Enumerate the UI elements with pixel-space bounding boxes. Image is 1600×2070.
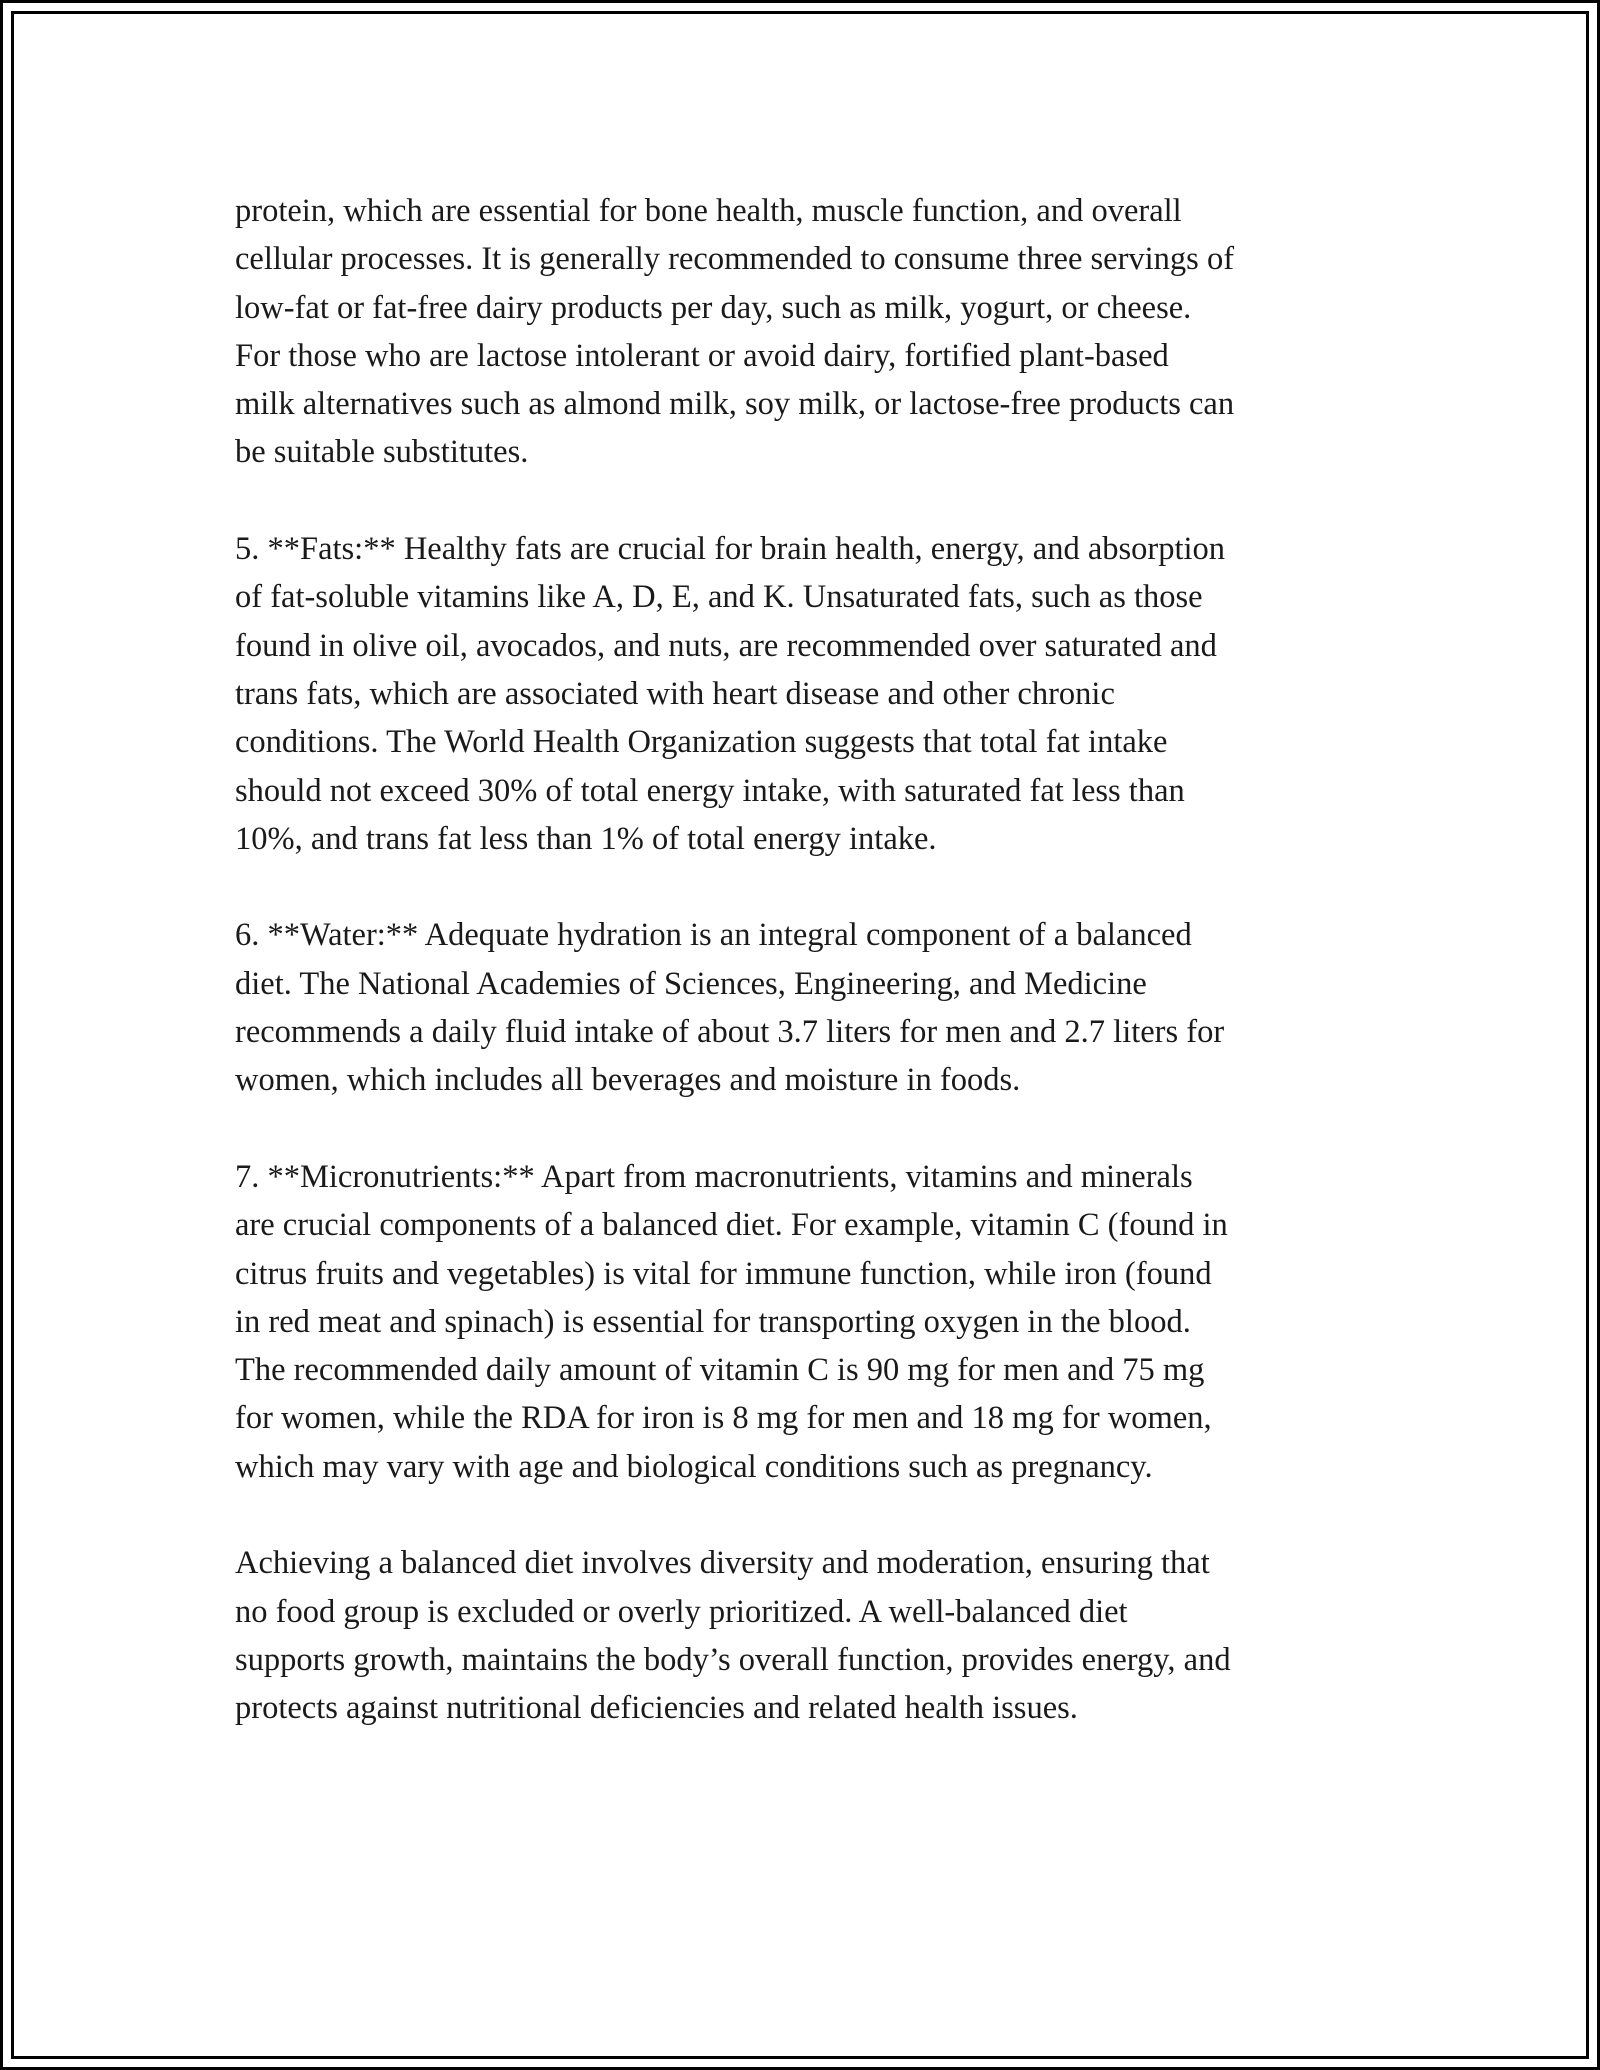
text-line: protein, which are essential for bone health, muscle function, and overall — [235, 193, 1182, 229]
paragraph-fats — [235, 525, 1385, 863]
text-line: recommends a daily fluid intake of about 3.7 liters for men and 2.7 liters for — [235, 1014, 1225, 1051]
text-line: 6. **Water:** Adequate hydration is an integral component of a balanced — [235, 917, 1192, 954]
text-line: found in olive oil, avocados, and nuts, are recommended over saturated and — [235, 627, 1217, 664]
paragraph-spacer — [235, 863, 1385, 911]
text-line: conditions. The World Health Organization suggests that total fat intake — [235, 724, 1168, 761]
text-line: should not exceed 30% of total energy intake, with saturated fat less than — [235, 772, 1185, 809]
text-line: are crucial components of a balanced diet. For example, vitamin C (found in — [235, 1207, 1228, 1244]
text-line: Achieving a balanced diet involves diversity and moderation, ensuring that — [235, 1545, 1210, 1582]
text-line: which may vary with age and biological conditions such as pregnancy. — [235, 1448, 1153, 1485]
text-line: The recommended daily amount of vitamin C is 90 mg for men and 75 mg — [235, 1352, 1205, 1389]
text-line: milk alternatives such as almond milk, soy milk, or lactose-free products can — [235, 386, 1235, 423]
text-line: diet. The National Academies of Sciences, Engineering, and Medicine — [235, 965, 1147, 1002]
text-line: be suitable substitutes. — [235, 434, 529, 471]
text-line: of fat-soluble vitamins like A, D, E, and K. Unsaturated fats, such as those — [235, 579, 1203, 616]
paragraph-micronutrients — [235, 1153, 1385, 1491]
text-line: supports growth, maintains the body’s overall function, provides energy, and — [235, 1641, 1231, 1678]
paragraph-water — [235, 911, 1385, 1104]
text-line: trans fats, which are associated with heart disease and other chronic — [235, 675, 1115, 712]
text-line: 5. **Fats:** Healthy fats are crucial for brain health, energy, and absorption — [235, 531, 1226, 568]
text-line: citrus fruits and vegetables) is vital for immune function, while iron (found — [235, 1255, 1212, 1292]
document-body — [235, 187, 1385, 1733]
text-line: For those who are lactose intolerant or avoid dairy, fortified plant-based — [235, 337, 1169, 374]
text-line: in red meat and spinach) is essential for transporting oxygen in the blood. — [235, 1303, 1191, 1340]
paragraph-spacer — [235, 1105, 1385, 1153]
text-line: protects against nutritional deficiencies and related health issues. — [235, 1690, 1078, 1727]
paragraph-dairy-continued — [235, 187, 1385, 477]
text-line: women, which includes all beverages and moisture in foods. — [235, 1062, 1021, 1099]
paragraph-conclusion — [235, 1539, 1385, 1732]
text-line: for women, while the RDA for iron is 8 mg for men and 18 mg for women, — [235, 1400, 1212, 1437]
paragraph-spacer — [235, 477, 1385, 525]
text-line: low-fat or fat-free dairy products per day, such as milk, yogurt, or cheese. — [235, 289, 1192, 326]
text-line: no food group is excluded or overly prioritized. A well-balanced diet — [235, 1593, 1128, 1630]
text-line: cellular processes. It is generally recommended to consume three servings of — [235, 241, 1235, 278]
text-line: 7. **Micronutrients:** Apart from macronutrients, vitamins and minerals — [235, 1158, 1193, 1195]
paragraph-spacer — [235, 1491, 1385, 1539]
text-line: 10%, and trans fat less than 1% of total energy intake. — [235, 820, 937, 857]
